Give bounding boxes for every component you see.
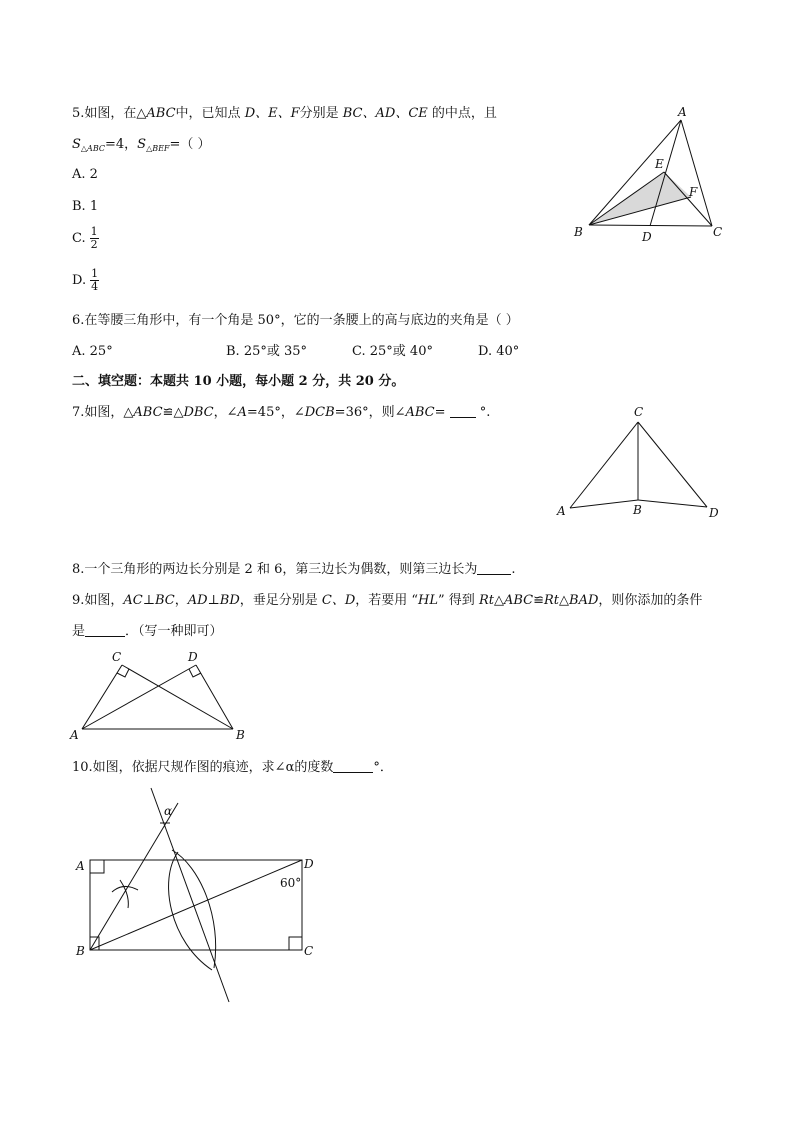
label-d: D — [304, 857, 314, 871]
q9-stem-line1: 9.如图，AC⊥BC，AD⊥BD，垂足分别是 C、D，若要用 “HL” 得到 Rt△ABC≌Rt△BAD，则你添加的条件 — [72, 593, 703, 608]
label-e: E — [655, 157, 664, 171]
q6-option-b: B. 25°或 35° — [226, 344, 308, 359]
fraction-one-quarter: $\frac{1}{4}$ — [91, 267, 99, 293]
bisector-arc-side — [120, 880, 128, 908]
label-b: B — [236, 728, 245, 742]
q8-stem: 8.一个三角形的两边长分别是 2 和 6，第三边长为偶数，则第三边长为 . — [72, 562, 516, 577]
label-c: C — [112, 650, 122, 664]
label-a: A — [76, 859, 85, 873]
q9-stem-line2: 是 ．（写一种即可） — [72, 624, 223, 639]
label-b: B — [574, 225, 583, 239]
q5-stem-line2: $S_{\triangle ABC}=4$，$S_{\triangle BEF}=$（ ） — [72, 137, 211, 153]
q5-option-b: B. 1 — [72, 199, 99, 214]
label-c: C — [634, 405, 644, 419]
q7-stem: 7.如图，△ABC≌△DBC，∠A=45°，∠DCB=36°，则∠ABC= °. — [72, 405, 491, 420]
label-b: B — [76, 944, 85, 958]
label-c: C — [713, 225, 723, 239]
label-d: D — [709, 506, 719, 520]
label-c: C — [304, 944, 314, 958]
label-d: D — [188, 650, 198, 664]
label-b: B — [633, 503, 642, 517]
q6-option-c: C. 25°或 40° — [352, 344, 433, 359]
q5-option-d: D. $\frac{1}{4}$ — [72, 267, 99, 293]
label-a: A — [678, 105, 687, 119]
label-f: F — [689, 185, 698, 199]
q6-option-d: D. 40° — [478, 344, 520, 359]
section2-heading: 二、填空题：本题共 10 小题，每小题 2 分，共 20 分。 — [72, 374, 405, 389]
fraction-one-half: $\frac{1}{2}$ — [90, 225, 98, 251]
construction-arc-left — [169, 852, 212, 970]
right-angle-mark-a — [90, 860, 104, 873]
right-angle-mark-c — [289, 937, 302, 950]
label-alpha: α — [164, 804, 173, 818]
q5-option-c: C. $\frac{1}{2}$ — [72, 225, 98, 251]
perpendicular-bisector — [151, 788, 229, 1002]
q5-option-a: A. 2 — [72, 167, 98, 182]
label-d: D — [642, 230, 652, 244]
q6-stem: 6.在等腰三角形中，有一个角是 50°，它的一条腰上的高与底边的夹角是（ ） — [72, 313, 519, 328]
label-angle-60: 60° — [280, 876, 302, 890]
q6-option-a: A. 25° — [72, 344, 113, 359]
q5-stem-line1: 5.如图，在△ABC中，已知点 D、E、F分别是 BC、AD、CE 的中点，且 — [72, 106, 497, 121]
label-a: A — [557, 504, 566, 518]
label-a: A — [70, 728, 79, 742]
q10-stem: 10.如图，依据尺规作图的痕迹，求∠α的度数 °． — [72, 760, 393, 775]
